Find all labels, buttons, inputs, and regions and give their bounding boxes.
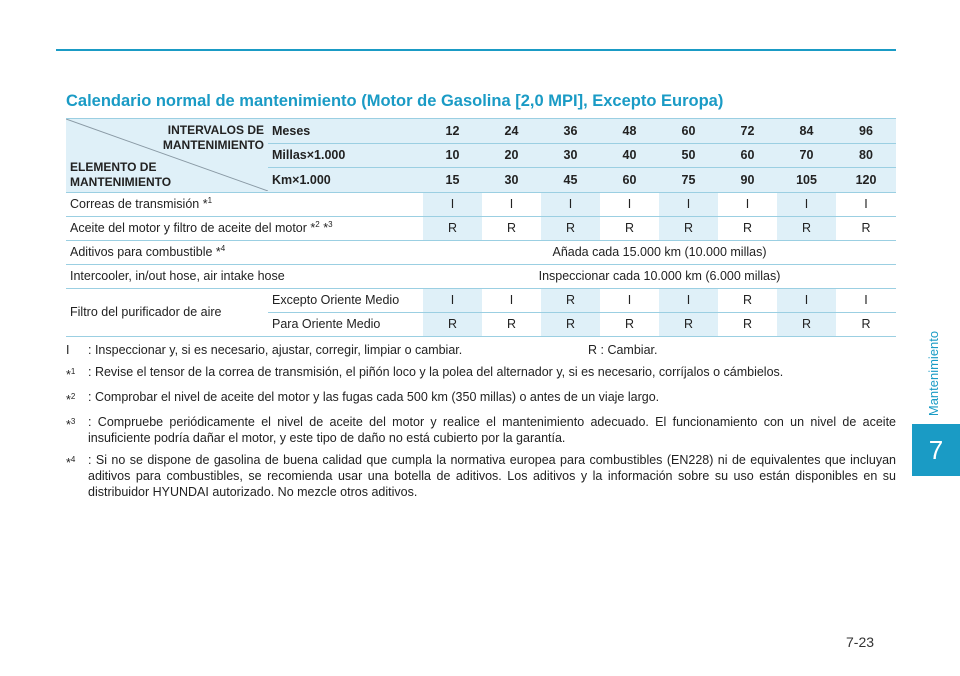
footnote-3: *$^3$ : Compruebe periódicamente el nivel de aceite del motor y realice el mantenimiento adecuado. El funcionamiento con un nivel de aceite insuficiente podría dañar el motor, y este tipo de daño no está cubierto por la garantía. <box>66 415 896 446</box>
header-value: 120 <box>836 168 896 193</box>
table-cell: I <box>541 192 600 216</box>
header-row-months <box>66 119 896 144</box>
header-value: 105 <box>777 168 836 193</box>
table-row-filtro-1 <box>66 288 896 312</box>
chapter-side-label: Mantenimiento <box>926 330 942 416</box>
legend-i-text: : Inspeccionar y, si es necesario, ajustar, corregir, limpiar o cambiar. <box>88 343 463 357</box>
km-label: Km×1.000 <box>268 168 423 193</box>
table-cell: I <box>600 192 659 216</box>
header-value: 70 <box>777 143 836 168</box>
table-cell: R <box>718 288 777 312</box>
header-value: 60 <box>659 119 718 144</box>
table-row-intercooler <box>66 264 896 288</box>
span-cell: Añada cada 15.000 km (10.000 millas) <box>423 240 896 264</box>
miles-label: Millas×1.000 <box>268 143 423 168</box>
sub-row-label: Para Oriente Medio <box>268 312 423 336</box>
table-cell: I <box>423 192 482 216</box>
span-cell: Inspeccionar cada 10.000 km (6.000 millas) <box>423 264 896 288</box>
page-title: Calendario normal de mantenimiento (Motor de Gasolina [2,0 MPI], Excepto Europa) <box>66 92 724 110</box>
table-cell: R <box>777 312 836 336</box>
sub-row-label: Excepto Oriente Medio <box>268 288 423 312</box>
chapter-tab: 7 <box>912 424 960 476</box>
header-value: 15 <box>423 168 482 193</box>
table-cell: R <box>659 312 718 336</box>
table-row-correas <box>66 192 896 216</box>
header-value: 30 <box>482 168 541 193</box>
months-label: Meses <box>268 119 423 144</box>
table-cell: I <box>777 192 836 216</box>
table-cell: R <box>482 312 541 336</box>
row-label: Aditivos para combustible *$^4$ <box>66 240 423 264</box>
table-cell: R <box>659 216 718 240</box>
header-value: 75 <box>659 168 718 193</box>
table-cell: I <box>777 288 836 312</box>
legend-i-mark: I <box>66 343 70 357</box>
table-cell: R <box>836 312 896 336</box>
table-cell: R <box>423 216 482 240</box>
table-cell: R <box>600 312 659 336</box>
legend-line <box>66 342 896 358</box>
header-value: 24 <box>482 119 541 144</box>
footnote-2: *$^2$ : Comprobar el nivel de aceite del motor y las fugas cada 500 km (350 millas) o antes de un viaje largo. <box>66 390 660 408</box>
footnote-4: *$^4$ : Si no se dispone de gasolina de buena calidad que cumpla la normativa europea para combustibles (EN228) ni de equivalentes que incluyan aditivos para combustibles, se recomienda usar una botella de aditivos. Los aditivos y la información sobre su uso están disponibles en su distribuidor HYUNDAI autorizado. No mezcle otros aditivos. <box>66 453 896 500</box>
table-cell: I <box>659 192 718 216</box>
table-cell: R <box>482 216 541 240</box>
header-value: 40 <box>600 143 659 168</box>
header-value: 48 <box>600 119 659 144</box>
header-value: 36 <box>541 119 600 144</box>
table-cell: I <box>600 288 659 312</box>
table-cell: R <box>541 288 600 312</box>
corner-element-label: ELEMENTO DE MANTENIMIENTO <box>70 159 172 189</box>
corner-intervals-label: INTERVALOS DE MANTENIMIENTO <box>162 123 264 152</box>
header-value: 20 <box>482 143 541 168</box>
table-cell: R <box>600 216 659 240</box>
table-cell: R <box>541 312 600 336</box>
table-cell: I <box>482 288 541 312</box>
header-value: 60 <box>718 143 777 168</box>
row-label: Filtro del purificador de aire <box>66 288 268 336</box>
header-value: 50 <box>659 143 718 168</box>
table-cell: R <box>777 216 836 240</box>
header-value: 30 <box>541 143 600 168</box>
header-value: 10 <box>423 143 482 168</box>
table-cell: R <box>836 216 896 240</box>
table-cell: I <box>836 192 896 216</box>
header-value: 60 <box>600 168 659 193</box>
header-value: 12 <box>423 119 482 144</box>
header-value: 90 <box>718 168 777 193</box>
table-cell: R <box>423 312 482 336</box>
header-value: 96 <box>836 119 896 144</box>
footnote-1: *$^1$ : Revise el tensor de la correa de transmisión, el piñón loco y la polea del alternador y, si es necesario, corríjalos o cámbielos. <box>66 365 784 383</box>
maintenance-table <box>66 118 896 337</box>
notes-section <box>66 342 896 506</box>
header-value: 84 <box>777 119 836 144</box>
table-cell: I <box>659 288 718 312</box>
table-row-aditivos <box>66 240 896 264</box>
top-rule <box>56 49 896 51</box>
row-label: Correas de transmisión *$^1$ <box>66 192 423 216</box>
table-cell: R <box>718 312 777 336</box>
table-row-aceite <box>66 216 896 240</box>
table-cell: I <box>482 192 541 216</box>
header-value: 45 <box>541 168 600 193</box>
table-cell: R <box>718 216 777 240</box>
legend-r-text: R : Cambiar. <box>588 343 658 357</box>
table-cell: I <box>718 192 777 216</box>
row-label: Aceite del motor y filtro de aceite del motor *$^2$ *$^3$ <box>66 216 423 240</box>
page-number: 7-23 <box>846 634 875 650</box>
table-cell: R <box>541 216 600 240</box>
header-value: 80 <box>836 143 896 168</box>
header-value: 72 <box>718 119 777 144</box>
corner-diagonal-cell <box>66 119 268 193</box>
table-cell: I <box>423 288 482 312</box>
table-cell: I <box>836 288 896 312</box>
row-label: Intercooler, in/out hose, air intake hose <box>66 264 423 288</box>
